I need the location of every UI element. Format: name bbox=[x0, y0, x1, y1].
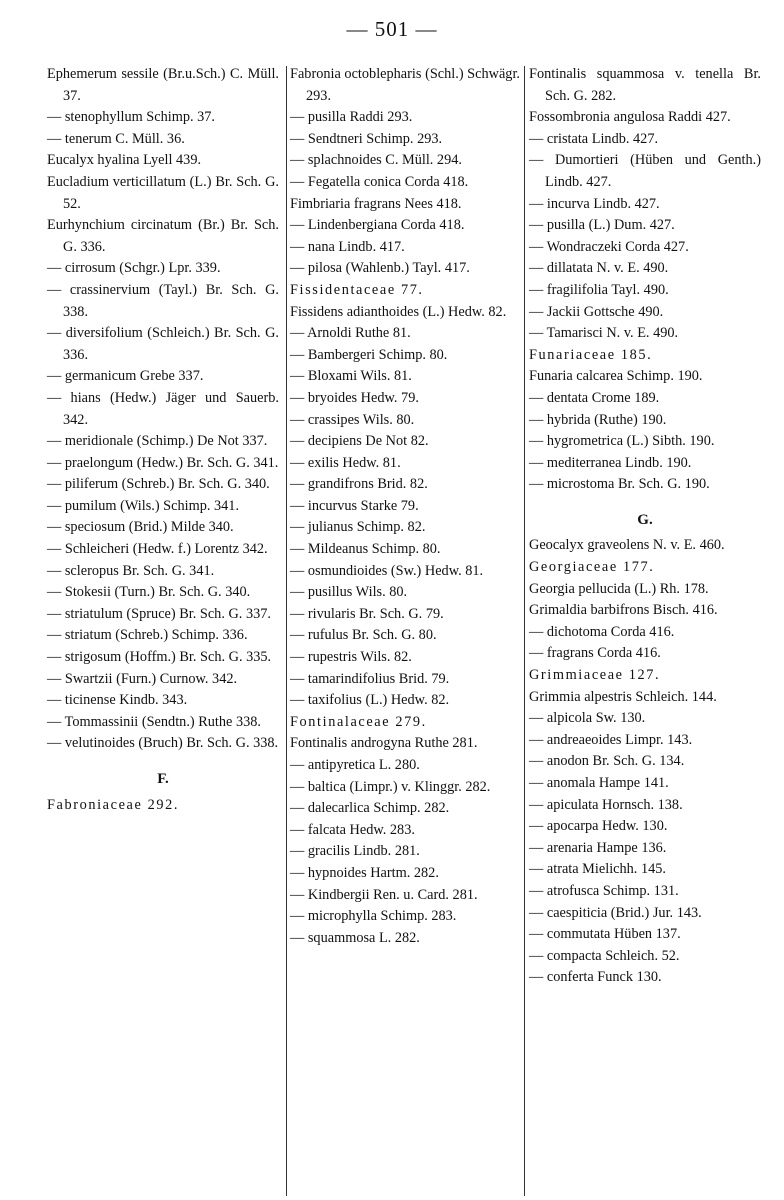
index-entry: — splachnoides C. Müll. 294. bbox=[290, 152, 462, 169]
index-entry: — apiculata Hornsch. 138. bbox=[529, 796, 683, 813]
section-letter-heading: G. bbox=[637, 511, 653, 528]
index-entry: — nana Lindb. 417. bbox=[290, 238, 405, 255]
index-entry: — rufulus Br. Sch. G. 80. bbox=[290, 627, 437, 644]
index-entry: — meridionale (Schimp.) De Not 337. bbox=[47, 433, 268, 450]
index-entry: — commutata Hüben 137. bbox=[529, 926, 681, 943]
page-number: — 501 — bbox=[346, 17, 438, 41]
index-entry: — hians (Hedw.) Jäger und Sauerb. 342. bbox=[47, 389, 279, 428]
index-entry: — cirrosum (Schgr.) Lpr. 339. bbox=[47, 260, 221, 277]
index-entry: — diversifolium (Schleich.) Br. Sch. G. 336. bbox=[47, 325, 279, 363]
index-column-1 bbox=[47, 64, 279, 816]
index-entry: — Tamarisci N. v. E. 490. bbox=[529, 325, 679, 342]
index-entry: — cristata Lindb. 427. bbox=[529, 130, 659, 147]
index-entry: — speciosum (Brid.) Milde 340. bbox=[47, 519, 234, 536]
family-entry: Fontinalaceae 279. bbox=[290, 713, 427, 730]
index-entry: — dentata Crome 189. bbox=[529, 389, 660, 406]
index-entry: — Wondraczeki Corda 427. bbox=[529, 238, 689, 255]
index-entry: — Stokesii (Turn.) Br. Sch. G. 340. bbox=[47, 584, 251, 601]
index-entry: — Bloxami Wils. 81. bbox=[290, 368, 412, 385]
family-entry: Grimmiaceae 127. bbox=[529, 667, 661, 684]
index-entry: — arenaria Hampe 136. bbox=[529, 839, 667, 856]
index-entry: — anodon Br. Sch. G. 134. bbox=[529, 753, 685, 770]
index-entry: — crassipes Wils. 80. bbox=[290, 411, 415, 428]
index-entry: Geocalyx graveolens N. v. E. 460. bbox=[529, 537, 725, 554]
family-entry: Georgiaceae 177. bbox=[529, 559, 655, 576]
index-entry: — mediterranea Lindb. 190. bbox=[529, 454, 692, 471]
family-entry: Fissidentaceae 77. bbox=[290, 281, 424, 298]
index-entry: — fragrans Corda 416. bbox=[529, 645, 661, 662]
index-entry: — praelongum (Hedw.) Br. Sch. G. 341. bbox=[47, 454, 279, 471]
index-entry: — taxifolius (L.) Hedw. 82. bbox=[290, 692, 450, 709]
index-entry: — Sendtneri Schimp. 293. bbox=[290, 130, 443, 147]
index-entry: — stenophyllum Schimp. 37. bbox=[47, 109, 215, 126]
index-entry: — crassinervium (Tayl.) Br. Sch. G. 338. bbox=[47, 281, 279, 320]
index-entry: — Tommassinii (Sendtn.) Ruthe 338. bbox=[47, 713, 261, 730]
index-entry: — grandifrons Brid. 82. bbox=[290, 476, 428, 493]
index-entry: — pusilla Raddi 293. bbox=[290, 109, 413, 126]
index-entry: Eurhynchium circinatum (Br.) Br. Sch. G. 336. bbox=[47, 217, 279, 255]
index-entry: Fimbriaria fragrans Nees 418. bbox=[290, 195, 462, 212]
index-entry: — Jackii Gottsche 490. bbox=[529, 303, 664, 320]
index-entry: — gracilis Lindb. 281. bbox=[290, 843, 420, 860]
index-entry: — piliferum (Schreb.) Br. Sch. G. 340. bbox=[47, 476, 270, 493]
index-entry: Ephemerum sessile (Br.u.Sch.) C. Müll. 37. bbox=[47, 66, 279, 104]
index-entry: — incurvus Starke 79. bbox=[290, 497, 419, 514]
index-entry: — compacta Schleich. 52. bbox=[529, 947, 680, 964]
index-entry: — falcata Hedw. 283. bbox=[290, 821, 415, 838]
index-entry: Fontinalis squammosa v. tenella Br. Sch. G. 282. bbox=[529, 66, 761, 104]
index-entry: Fontinalis androgyna Ruthe 281. bbox=[290, 735, 478, 752]
index-entry: — alpicola Sw. 130. bbox=[529, 710, 646, 727]
family-entry: Funariaceae 185. bbox=[529, 346, 653, 363]
index-entry: — pusilla (L.) Dum. 427. bbox=[529, 217, 675, 234]
index-entry: — andreaeoides Limpr. 143. bbox=[529, 731, 693, 748]
index-entry: — julianus Schimp. 82. bbox=[290, 519, 426, 536]
index-entry: — dillatata N. v. E. 490. bbox=[529, 260, 669, 277]
index-entry: — hybrida (Ruthe) 190. bbox=[529, 411, 667, 428]
index-entry: Eucalyx hyalina Lyell 439. bbox=[47, 152, 202, 169]
index-entry: — rivularis Br. Sch. G. 79. bbox=[290, 605, 444, 622]
index-entry: — Swartzii (Furn.) Curnow. 342. bbox=[47, 670, 238, 687]
index-entry: Fissidens adianthoides (L.) Hedw. 82. bbox=[290, 303, 507, 320]
index-entry: — anomala Hampe 141. bbox=[529, 775, 669, 791]
index-entry: — Arnoldi Ruthe 81. bbox=[290, 325, 411, 342]
index-entry: — apocarpa Hedw. 130. bbox=[529, 818, 668, 835]
index-entry: — atrofusca Schimp. 131. bbox=[529, 882, 679, 899]
column-divider bbox=[286, 66, 287, 1196]
index-column-3 bbox=[529, 64, 761, 989]
index-column-2 bbox=[290, 64, 520, 949]
index-entry: — scleropus Br. Sch. G. 341. bbox=[47, 562, 215, 579]
index-entry: — Schleicheri (Hedw. f.) Lorentz 342. bbox=[47, 541, 268, 558]
index-entry: — Fegatella conica Corda 418. bbox=[290, 173, 469, 190]
index-entry: — exilis Hedw. 81. bbox=[290, 454, 401, 471]
index-entry: — microphylla Schimp. 283. bbox=[290, 908, 457, 925]
index-entry: — fragilifolia Tayl. 490. bbox=[529, 281, 669, 298]
index-entry: — bryoides Hedw. 79. bbox=[290, 389, 419, 406]
index-entry: — decipiens De Not 82. bbox=[290, 433, 429, 450]
index-entry: — Kindbergii Ren. u. Card. 281. bbox=[290, 886, 478, 903]
index-entry: — pumilum (Wils.) Schimp. 341. bbox=[47, 497, 240, 514]
section-letter-heading: F. bbox=[157, 771, 169, 787]
family-entry: Fabroniaceae 292. bbox=[47, 796, 179, 813]
index-entry: Grimaldia barbifrons Bisch. 416. bbox=[529, 602, 718, 619]
index-entry: — Mildeanus Schimp. 80. bbox=[290, 541, 441, 558]
index-entry: — Dumortieri (Hüben und Genth.) Lindb. 427. bbox=[529, 152, 761, 190]
index-entry: Grimmia alpestris Schleich. 144. bbox=[529, 688, 717, 705]
index-entry: — Lindenbergiana Corda 418. bbox=[290, 217, 465, 234]
index-entry: — dichotoma Corda 416. bbox=[529, 623, 675, 640]
index-entry: — striatum (Schreb.) Schimp. 336. bbox=[47, 627, 248, 644]
index-entry: — caespiticia (Brid.) Jur. 143. bbox=[529, 904, 702, 921]
index-entry: — pilosa (Wahlenb.) Tayl. 417. bbox=[290, 260, 470, 277]
index-entry: — pusillus Wils. 80. bbox=[290, 584, 408, 601]
index-entry: — germanicum Grebe 337. bbox=[47, 368, 204, 385]
index-entry: — Bambergeri Schimp. 80. bbox=[290, 346, 448, 363]
index-entry: — tamarindifolius Brid. 79. bbox=[290, 670, 450, 687]
index-entry: — atrata Mielichh. 145. bbox=[529, 861, 666, 878]
index-entry: Fabronia octoblepharis (Schl.) Schwägr. 293. bbox=[290, 66, 520, 104]
index-entry: — hygrometrica (L.) Sibth. 190. bbox=[529, 433, 715, 450]
column-divider bbox=[524, 66, 525, 1196]
index-entry: Fossombronia angulosa Raddi 427. bbox=[529, 109, 731, 126]
index-entry: — conferta Funck 130. bbox=[529, 969, 662, 986]
index-entry: Eucladium verticillatum (L.) Br. Sch. G. 52. bbox=[47, 173, 279, 212]
index-entry: — antipyretica L. 280. bbox=[290, 757, 420, 773]
index-entry: — ticinense Kindb. 343. bbox=[47, 692, 188, 709]
index-entry: — dalecarlica Schimp. 282. bbox=[290, 800, 450, 817]
index-entry: — microstoma Br. Sch. G. 190. bbox=[529, 476, 710, 493]
index-entry: — osmundioides (Sw.) Hedw. 81. bbox=[290, 562, 484, 579]
index-entry: — velutinoides (Bruch) Br. Sch. G. 338. bbox=[47, 735, 279, 752]
index-entry: — strigosum (Hoffm.) Br. Sch. G. 335. bbox=[47, 649, 272, 666]
index-entry: — squammosa L. 282. bbox=[290, 929, 420, 946]
index-entry: — striatulum (Spruce) Br. Sch. G. 337. bbox=[47, 605, 271, 622]
index-entry: — rupestris Wils. 82. bbox=[290, 649, 412, 666]
index-entry: — hypnoides Hartm. 282. bbox=[290, 864, 439, 881]
index-entry: Funaria calcarea Schimp. 190. bbox=[529, 368, 703, 385]
index-entry: Georgia pellucida (L.) Rh. 178. bbox=[529, 580, 709, 597]
index-entry: — tenerum C. Müll. 36. bbox=[47, 130, 185, 147]
index-entry: — baltica (Limpr.) v. Klinggr. 282. bbox=[290, 778, 491, 795]
index-entry: — incurva Lindb. 427. bbox=[529, 195, 660, 212]
